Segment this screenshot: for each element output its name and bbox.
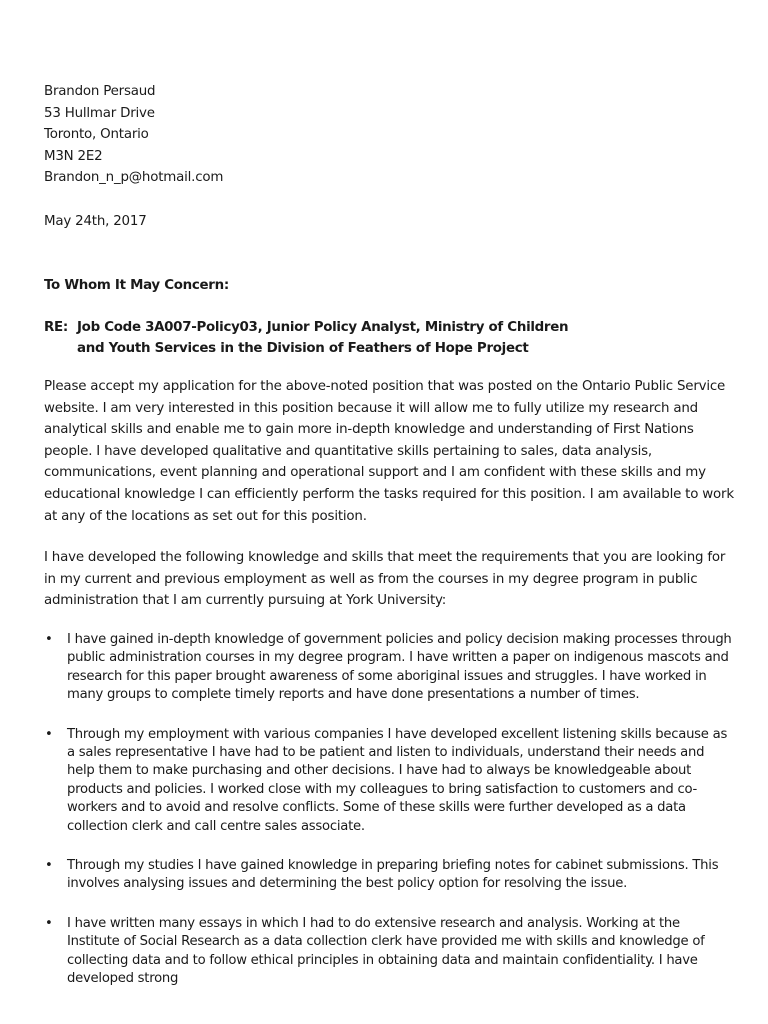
letter-page	[44, 81, 734, 988]
sender-city: Toronto, Ontario	[44, 127, 149, 143]
list-item	[44, 631, 734, 705]
body-paragraph-1: Please accept my application for the above-noted position that was posted on the Ontario Public Service website. I am very interested in this position because it will allow me to fully utilize my research and analytical skills and enable me to gain more in-depth knowledge and understanding of First Nations people. I have developed qualitative and quantitative skills pertaining to sales, data analysis, communications, event planning and operational support and I am confident with these skills and my educational knowledge I can efficiently perform the tasks required for this position. I am available to work at any of the locations as set out for this position.	[44, 378, 734, 524]
skills-bullet-list	[44, 631, 734, 989]
bullet-text: Through my studies I have gained knowledge in preparing briefing notes for cabinet submissions. This involves analysing issues and determining the best policy option for resolving the issue.	[67, 857, 719, 892]
body-paragraph-2: I have developed the following knowledge and skills that meet the requirements that you are looking for in my current and previous employment as well as from the courses in my degree program in public administration that I am currently pursuing at York University:	[44, 550, 726, 609]
bullet-icon: •	[45, 631, 53, 647]
re-label: RE:	[44, 319, 68, 335]
bullet-text: I have gained in-depth knowledge of government policies and policy decision making processes through public administration courses in my degree program. I have written a paper on indigenous mascots and research for this paper brought awareness of some aboriginal issues and struggles. I have worked in many groups to complete timely reports and have done presentations a number of times.	[67, 631, 732, 703]
sender-name: Brandon Persaud	[44, 84, 156, 99]
re-line-1: Job Code 3A007-Policy03, Junior Policy Analyst, Ministry of Children	[77, 319, 569, 335]
sender-address-block	[44, 81, 734, 189]
re-line-2: and Youth Services in the Division of Feathers of Hope Project	[77, 341, 529, 357]
bullet-icon: •	[45, 857, 53, 873]
sender-postal-code: M3N 2E2	[44, 148, 103, 164]
letter-date: May 24th, 2017	[44, 213, 147, 229]
bullet-text: Through my employment with various companies I have developed excellent listening skills because as a sales representative I have had to be patient and listen to individuals, understand their needs and help them to make purchasing and other decisions. I have had to always be knowledgeable about products and policies. I worked close with my colleagues to bring satisfaction to customers and co-workers and to avoid and resolve conflicts. Some of these skills were further developed as a data collection clerk and call centre sales associate.	[67, 726, 728, 834]
bullet-icon: •	[45, 915, 53, 931]
bullet-text: I have written many essays in which I had to do extensive research and analysis. Working at the Institute of Social Research as a data collection clerk have provided me with skills and knowledge of collecting data and to follow ethical principles in obtaining data and maintain confidentiality. I have developed strong	[67, 915, 705, 986]
list-item	[44, 857, 734, 894]
bullet-icon: •	[45, 726, 53, 742]
sender-email: Brandon_n_p@hotmail.com	[44, 170, 224, 186]
re-subject-line	[44, 317, 734, 360]
sender-street: 53 Hullmar Drive	[44, 105, 155, 121]
list-item	[44, 726, 734, 836]
salutation: To Whom It May Concern:	[44, 278, 229, 294]
list-item	[44, 915, 734, 989]
